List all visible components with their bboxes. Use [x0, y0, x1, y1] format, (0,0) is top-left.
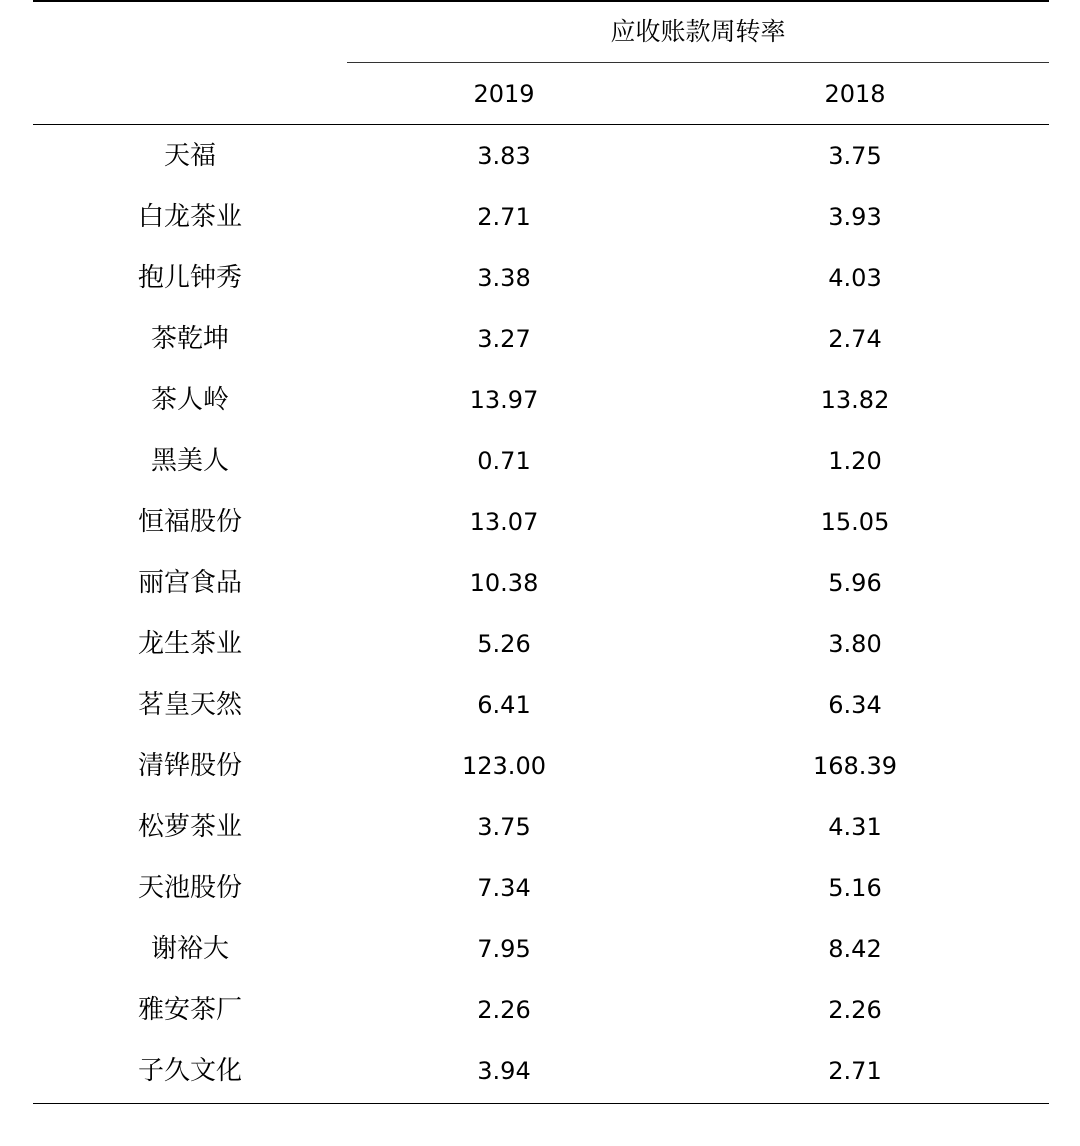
table-row: [0, 309, 1080, 370]
company-name-cell: 恒福股份: [137, 507, 242, 537]
value-2018-cell: 2.26: [828, 996, 882, 1024]
company-name-cell: 雅安茶厂: [137, 995, 242, 1025]
value-2019-cell: 3.94: [477, 1057, 531, 1085]
value-2019-cell: 0.71: [477, 447, 531, 475]
company-name-cell: 茶乾坤: [150, 324, 229, 354]
value-2018-cell: 6.34: [828, 691, 882, 719]
value-2019-cell: 123.00: [462, 752, 546, 780]
table-row: [0, 736, 1080, 797]
value-2019-cell: 3.38: [477, 264, 531, 292]
company-name-cell: 松萝茶业: [137, 812, 242, 842]
company-name-cell: 清铧股份: [137, 751, 242, 781]
value-2018-cell: 8.42: [828, 935, 882, 963]
value-2018-cell: 15.05: [820, 508, 890, 536]
value-2018-cell: 2.74: [828, 325, 882, 353]
value-2018-cell: 4.31: [828, 813, 882, 841]
table-row: [0, 370, 1080, 431]
group-header-rule: [347, 62, 1049, 63]
company-name-cell: 茶人岭: [150, 385, 229, 415]
value-2019-cell: 13.97: [469, 386, 539, 414]
company-name-cell: 龙生茶业: [137, 629, 242, 659]
value-2019-cell: 7.34: [477, 874, 531, 902]
value-2019-cell: 3.83: [477, 142, 531, 170]
company-name-cell: 天池股份: [137, 873, 242, 903]
table-row: [0, 919, 1080, 980]
value-2018-cell: 4.03: [828, 264, 882, 292]
value-2018-cell: 3.93: [828, 203, 882, 231]
table-body: [0, 126, 1080, 1102]
company-name-cell: 黑美人: [150, 446, 229, 476]
company-name-cell: 天福: [163, 141, 216, 171]
value-2019-cell: 2.26: [477, 996, 531, 1024]
company-name-cell: 抱儿钟秀: [137, 263, 242, 293]
value-2019-cell: 7.95: [477, 935, 531, 963]
table-row: [0, 492, 1080, 553]
table-row: [0, 126, 1080, 187]
company-name-cell: 丽宫食品: [137, 568, 242, 598]
value-2018-cell: 5.96: [828, 569, 882, 597]
group-header: 应收账款周转率: [610, 17, 786, 46]
header-rule: [33, 124, 1049, 125]
value-2018-cell: 168.39: [813, 752, 897, 780]
table-row: [0, 858, 1080, 919]
table-row: [0, 431, 1080, 492]
table-row: [0, 187, 1080, 248]
value-2018-cell: 13.82: [820, 386, 890, 414]
company-name-cell: 谢裕大: [150, 934, 229, 964]
table-row: [0, 980, 1080, 1041]
table-row: [0, 553, 1080, 614]
company-name-cell: 茗皇天然: [137, 690, 242, 720]
table-row: [0, 248, 1080, 309]
table-row: [0, 1041, 1080, 1102]
value-2018-cell: 3.75: [828, 142, 882, 170]
bottom-rule: [33, 1103, 1049, 1104]
value-2019-cell: 2.71: [477, 203, 531, 231]
table-row: [0, 797, 1080, 858]
value-2019-cell: 10.38: [469, 569, 539, 597]
column-header-2019: 2019: [473, 80, 535, 108]
company-name-cell: 白龙茶业: [137, 202, 242, 232]
company-name-cell: 子久文化: [137, 1056, 242, 1086]
value-2018-cell: 1.20: [828, 447, 882, 475]
value-2018-cell: 3.80: [828, 630, 882, 658]
value-2018-cell: 5.16: [828, 874, 882, 902]
value-2019-cell: 6.41: [477, 691, 531, 719]
value-2019-cell: 3.27: [477, 325, 531, 353]
value-2019-cell: 13.07: [469, 508, 539, 536]
table-row: [0, 614, 1080, 675]
table-row: [0, 675, 1080, 736]
value-2018-cell: 2.71: [828, 1057, 882, 1085]
value-2019-cell: 3.75: [477, 813, 531, 841]
column-header-2018: 2018: [824, 80, 886, 108]
value-2019-cell: 5.26: [477, 630, 531, 658]
